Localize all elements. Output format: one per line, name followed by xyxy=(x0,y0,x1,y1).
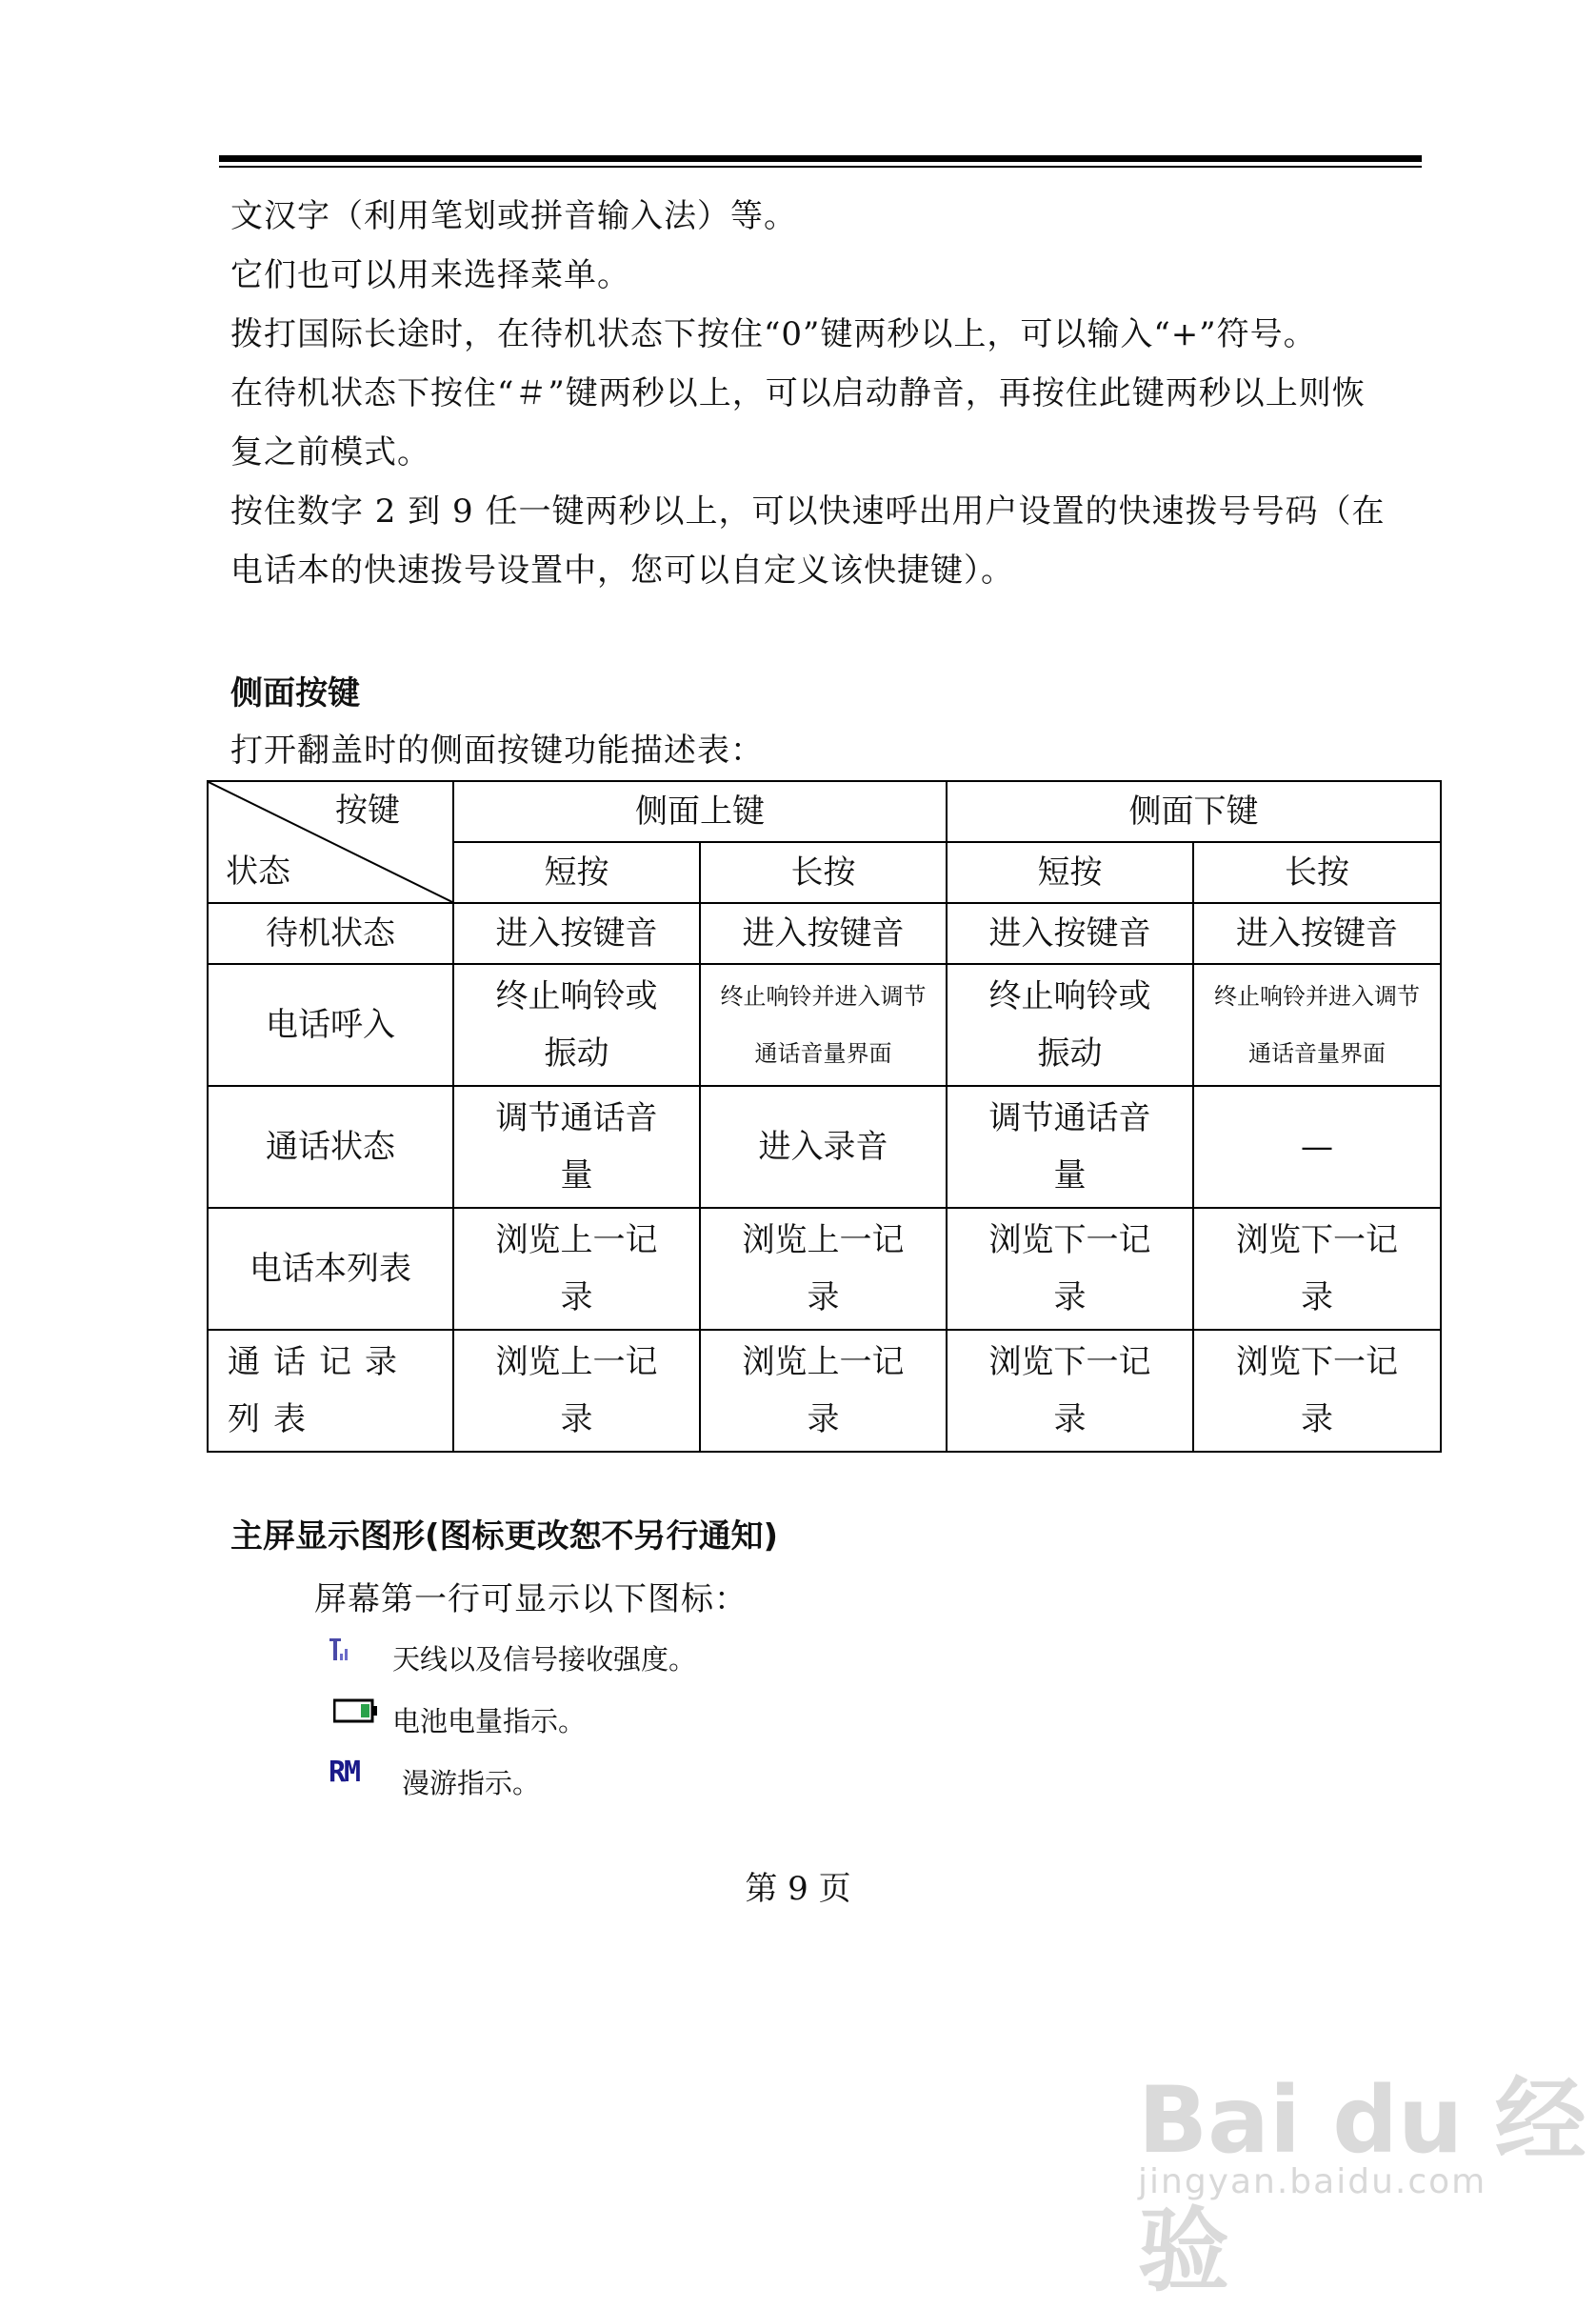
table-cell: 终止响铃并进入调节通话音量界面 xyxy=(700,964,947,1086)
column-group-up-key: 侧面上键 xyxy=(453,781,947,842)
table-row xyxy=(208,903,1441,964)
row-state-label: 电话呼入 xyxy=(208,964,453,1086)
column-group-down-key: 侧面下键 xyxy=(947,781,1441,842)
table-row xyxy=(208,964,1441,1086)
table-cell: 浏览上一记录 xyxy=(453,1330,700,1452)
icon-legend-label: 天线以及信号接收强度。 xyxy=(392,1643,697,1676)
icon-legend-item xyxy=(402,1762,540,1801)
table-cell: 终止响铃或振动 xyxy=(947,964,1193,1086)
battery-icon xyxy=(333,1698,379,1723)
page-number: 第 9 页 xyxy=(745,1870,851,1908)
icon-legend-item xyxy=(392,1700,586,1739)
side-key-function-table xyxy=(207,780,1442,1453)
table-corner-header xyxy=(208,781,453,903)
row-state-label: 待机状态 xyxy=(208,903,453,964)
icon-legend-label: 漫游指示。 xyxy=(402,1767,541,1799)
column-header-short-press: 短按 xyxy=(947,842,1193,903)
table-cell: 终止响铃并进入调节通话音量界面 xyxy=(1193,964,1441,1086)
table-cell: 调节通话音量 xyxy=(947,1086,1193,1208)
column-header-short-press: 短按 xyxy=(453,842,700,903)
icons-intro: 屏幕第一行可显示以下图标： xyxy=(314,1580,748,1618)
table-cell: 进入按键音 xyxy=(947,903,1193,964)
table-cell: — xyxy=(1193,1086,1441,1208)
table-cell: 终止响铃或振动 xyxy=(453,964,700,1086)
section-heading-icons: 主屏显示图形(图标更改恕不另行通知) xyxy=(230,1517,779,1556)
table-row xyxy=(208,1208,1441,1330)
row-state-label: 通话记录列表 xyxy=(208,1330,453,1452)
table-cell: 浏览下一记录 xyxy=(947,1330,1193,1452)
table-cell: 进入按键音 xyxy=(700,903,947,964)
roaming-icon: RM xyxy=(329,1756,360,1789)
table-cell: 浏览下一记录 xyxy=(1193,1330,1441,1452)
table-cell: 调节通话音量 xyxy=(453,1086,700,1208)
table-row xyxy=(208,1086,1441,1208)
header-rule-thick xyxy=(219,155,1422,162)
section-heading-side-keys: 侧面按键 xyxy=(230,674,360,713)
table-row xyxy=(208,1330,1441,1452)
table-intro: 打开翻盖时的侧面按键功能描述表： xyxy=(230,732,764,770)
table-cell: 浏览上一记录 xyxy=(700,1330,947,1452)
paragraph-line: 在待机状态下按住“＃”键两秒以上，可以启动静音，再按住此键两秒以上则恢 xyxy=(230,374,1366,412)
paragraph-line: 它们也可以用来选择菜单。 xyxy=(230,256,630,294)
header-rule-thin xyxy=(219,166,1422,168)
icon-legend-label: 电池电量指示。 xyxy=(392,1705,587,1737)
table-cell: 进入录音 xyxy=(700,1086,947,1208)
antenna-signal-icon xyxy=(329,1636,353,1669)
paragraph-line: 电话本的快速拨号设置中，您可以自定义该快捷键）。 xyxy=(230,552,1014,590)
watermark-url: jingyan.baidu.com xyxy=(1138,2162,1487,2201)
paragraph-line: 复之前模式。 xyxy=(230,433,430,472)
corner-label-keys: 按键 xyxy=(335,792,400,830)
table-cell: 浏览上一记录 xyxy=(700,1208,947,1330)
watermark-logo: Bai du 经验 xyxy=(1138,2067,1586,2304)
table-cell: 浏览下一记录 xyxy=(1193,1208,1441,1330)
table-cell: 浏览上一记录 xyxy=(453,1208,700,1330)
corner-label-state: 状态 xyxy=(226,853,290,891)
row-state-label: 通话状态 xyxy=(208,1086,453,1208)
column-header-long-press: 长按 xyxy=(700,842,947,903)
column-header-long-press: 长按 xyxy=(1193,842,1441,903)
row-state-label: 电话本列表 xyxy=(208,1208,453,1330)
table-cell: 浏览下一记录 xyxy=(947,1208,1193,1330)
icon-legend-item xyxy=(392,1638,696,1677)
paragraph-line: 文汉字（利用笔划或拼音输入法）等。 xyxy=(230,197,797,235)
table-cell: 进入按键音 xyxy=(453,903,700,964)
table-cell: 进入按键音 xyxy=(1193,903,1441,964)
paragraph-line: 按住数字 2 到 9 任一键两秒以上，可以快速呼出用户设置的快速拨号号码（在 xyxy=(230,492,1386,531)
paragraph-line: 拨打国际长途时，在待机状态下按住“0”键两秒以上，可以输入“+”符号。 xyxy=(230,315,1317,353)
